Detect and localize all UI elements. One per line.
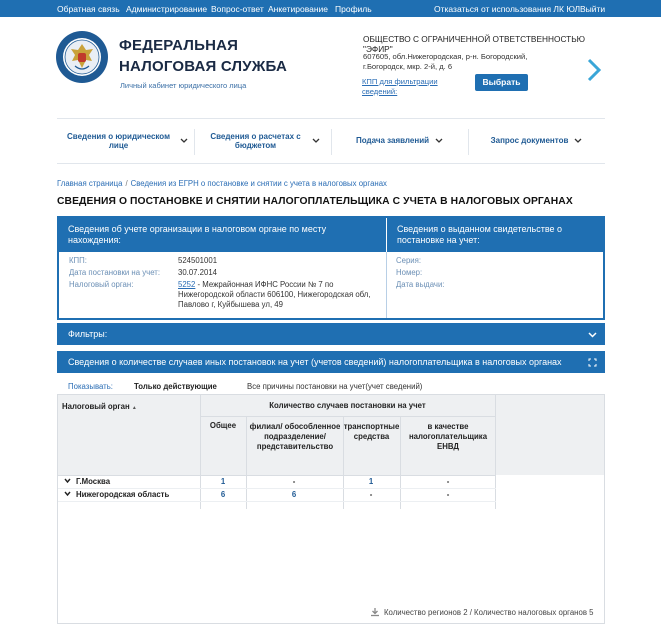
sort-asc-icon: ▲: [131, 405, 137, 411]
registrations-table: [57, 394, 605, 624]
table-summary: Количество регионов 2 / Количество налоговых органов 5: [384, 608, 594, 617]
col-header-envd: в качестве налогоплательщика ЕНВД: [408, 422, 488, 451]
row-branch: -: [292, 477, 296, 486]
row-total[interactable]: 6: [220, 490, 226, 499]
row-total[interactable]: 1: [220, 477, 226, 486]
row-name: Нижегородская область: [76, 490, 170, 499]
col-divider: [400, 416, 401, 509]
col-header-transport: транспортные средства: [343, 422, 400, 441]
org-name: ОБЩЕСТВО С ОГРАНИЧЕННОЙ ОТВЕТСТВЕННОСТЬЮ "ЭФИР": [363, 34, 586, 54]
filters-bar[interactable]: [57, 323, 605, 345]
active-only-filter[interactable]: Только действующие: [134, 382, 217, 391]
breadcrumb-separator: /: [125, 179, 128, 188]
kpp-filter-link[interactable]: КПП для фильтрации сведений:: [362, 77, 438, 96]
registration-info-panel: [57, 216, 605, 320]
page-title: СВЕДЕНИЯ О ПОСТАНОВКЕ И СНЯТИИ НАЛОГОПЛАТЕЛЬЩИКА С УЧЕТА В НАЛОГОВЫХ ОРГАНАХ: [57, 196, 573, 207]
expand-icon[interactable]: [588, 358, 597, 367]
row-transport: -: [369, 490, 373, 499]
nav-item-applications-label: Подача заявлений: [355, 136, 430, 146]
brand-title-line2: НАЛОГОВАЯ СЛУЖБА: [119, 58, 287, 75]
tax-organ-description: - Межрайонная ИФНС России № 7 по Нижегородской области 606100, Нижегородская обл, Павлово г, Куйбышева ул, 49: [178, 280, 371, 309]
nav-item-budget-label: Сведения о расчетах с бюджетом: [210, 131, 301, 150]
brand-subtitle: Личный кабинет юридического лица: [120, 81, 247, 90]
tax-organ-label: Налоговый орган:: [69, 280, 134, 289]
chevron-right-icon[interactable]: [585, 58, 603, 82]
chevron-down-icon: [312, 138, 320, 144]
nav-item-applications[interactable]: [331, 119, 468, 163]
other-registrations-bar[interactable]: [57, 351, 605, 373]
col-header-organ-label: Налоговый орган: [62, 402, 130, 411]
col-divider: [200, 395, 201, 509]
fns-emblem-icon: [55, 30, 109, 84]
col-header-organ[interactable]: [62, 402, 137, 413]
nav-item-company-label: Сведения о юридическом лице: [67, 131, 170, 150]
info-panel-header: [59, 218, 603, 252]
table-row[interactable]: [64, 477, 110, 486]
row-name: Г.Москва: [76, 477, 111, 486]
feedback-link[interactable]: Обратная связь: [57, 4, 120, 14]
filters-label: Фильтры:: [68, 329, 108, 339]
choose-button[interactable]: Выбрать: [475, 74, 528, 91]
header-divider: [58, 475, 496, 476]
header-divider: [200, 416, 495, 417]
row-branch[interactable]: 6: [291, 490, 297, 499]
series-label: Серия:: [396, 256, 422, 265]
info-divider: [386, 252, 387, 318]
nav-item-documents-label: Запрос документов: [490, 136, 569, 146]
col-header-branch: филиал/ обособленное подразделение/ представительство: [249, 422, 341, 451]
date-label: Дата постановки на учет:: [69, 268, 161, 277]
kpp-label: КПП:: [69, 256, 87, 265]
survey-link[interactable]: Анкетирование: [268, 4, 329, 14]
chevron-down-icon: [64, 491, 71, 497]
chevron-down-icon: [64, 478, 71, 484]
number-label: Номер:: [396, 268, 423, 277]
nav-item-budget[interactable]: [194, 119, 331, 163]
profile-link[interactable]: Профиль: [335, 4, 372, 14]
row-envd: -: [446, 490, 450, 499]
main-nav: [57, 118, 605, 164]
other-registrations-label: Сведения о количестве случаев иных постановок на учет (учетов сведений) налогоплательщика в налоговых органах: [68, 357, 562, 367]
col-group-header: Количество случаев постановки на учет: [269, 401, 426, 410]
all-reasons-filter[interactable]: Все причины постановки на учет(учет сведений): [247, 382, 423, 391]
info-right-header: Сведения о выданном свидетельстве о постановке на учет:: [397, 224, 563, 245]
breadcrumb-current[interactable]: Сведения из ЕГРН о постановке и снятии с учета в налоговых органах: [130, 179, 387, 188]
breadcrumb: [57, 179, 387, 188]
table-row[interactable]: [64, 490, 169, 499]
org-address: 607605, обл.Нижегородская, р-н. Богородский, г.Богородск, мкр. 2-й, д. 6: [363, 52, 528, 71]
show-label: Показывать:: [68, 382, 113, 391]
chevron-down-icon: [588, 330, 597, 339]
chevron-down-icon: [180, 138, 188, 144]
row-envd: -: [446, 477, 450, 486]
tax-organ-value: [178, 280, 378, 310]
tax-organ-code-link[interactable]: 5252: [178, 280, 196, 289]
nav-item-documents[interactable]: [468, 119, 605, 163]
kpp-value: 524501001: [178, 256, 218, 265]
brand-title-line1: ФЕДЕРАЛЬНАЯ: [119, 37, 239, 54]
issue-date-label: Дата выдачи:: [396, 280, 445, 289]
row-transport[interactable]: 1: [368, 477, 374, 486]
row-divider: [58, 488, 496, 489]
info-left-header: Сведения об учете организации в налоговом органе по месту нахождения:: [68, 224, 327, 245]
top-bar: [0, 0, 661, 17]
col-divider: [495, 395, 496, 509]
download-icon[interactable]: [370, 607, 380, 617]
chevron-down-icon: [574, 138, 582, 144]
logout-link[interactable]: Выйти: [580, 4, 606, 14]
refuse-link[interactable]: Отказаться от использования ЛК ЮЛ: [434, 4, 581, 14]
row-divider: [58, 501, 496, 502]
chevron-down-icon: [435, 138, 443, 144]
breadcrumb-home[interactable]: Главная страница: [57, 179, 123, 188]
admin-link[interactable]: Администрирование: [126, 4, 208, 14]
nav-item-company[interactable]: [57, 119, 194, 163]
date-value: 30.07.2014: [178, 268, 218, 277]
col-divider: [246, 416, 247, 509]
qa-link[interactable]: Вопрос-ответ: [211, 4, 264, 14]
col-header-total: Общее: [209, 421, 237, 430]
